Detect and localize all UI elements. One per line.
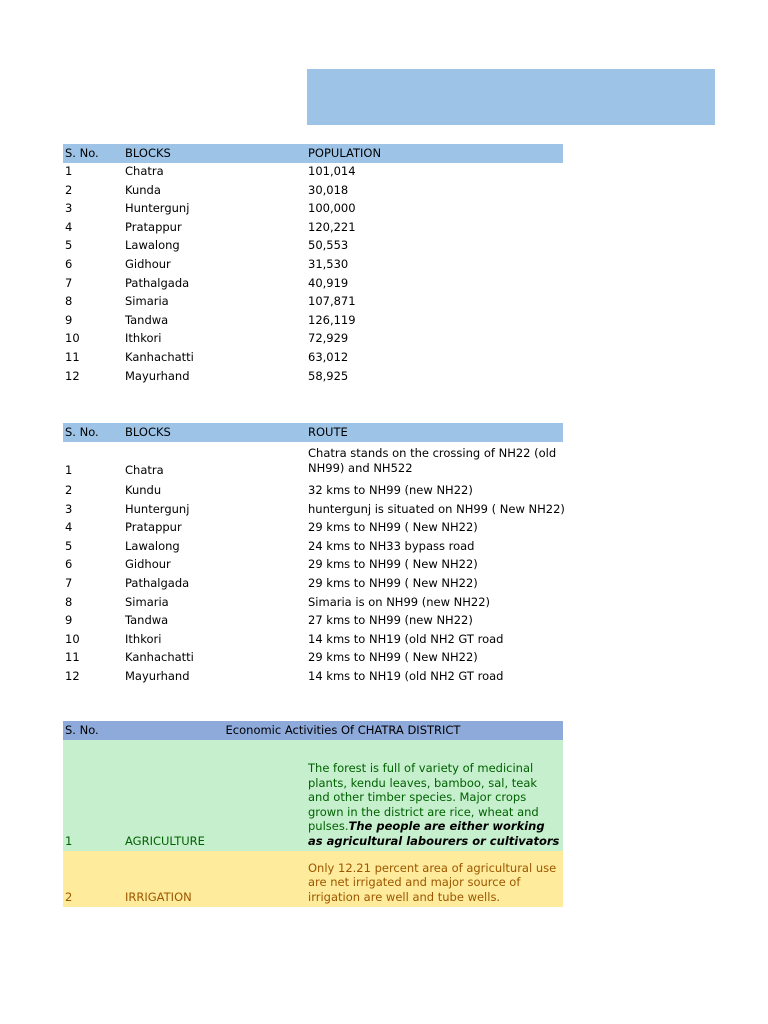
table-row (63, 181, 563, 200)
row-route: 29 kms to NH99 ( New NH22) (308, 557, 478, 572)
table-row (63, 574, 563, 593)
row-block: Chatra (125, 463, 164, 478)
sno-header: S. No. (65, 425, 99, 439)
row-block: Kanhachatti (125, 650, 194, 665)
row-block: Mayurhand (125, 368, 190, 383)
title-banner (307, 69, 715, 125)
row-population: 101,014 (308, 164, 356, 178)
table-row (63, 329, 563, 348)
row-block: Gidhour (125, 257, 171, 271)
row-block: Kunda (125, 182, 161, 197)
table-row (63, 255, 563, 274)
table-row (63, 218, 563, 237)
row-activity: IRRIGATION (125, 890, 192, 904)
row-sno: 3 (65, 201, 73, 216)
row-block: Kundu (125, 483, 162, 497)
row-sno: 2 (65, 182, 73, 197)
table-row (63, 481, 563, 500)
row-description (308, 761, 560, 848)
row-block: Lawalong (125, 538, 180, 553)
row-population: 58,925 (308, 368, 349, 383)
row-route: Chatra stands on the crossing of NH22 (old NH99) and NH522 (308, 446, 557, 475)
row-sno: 7 (65, 275, 73, 290)
row-sno: 3 (65, 501, 73, 516)
row-sno: 8 (65, 294, 73, 309)
table-row (63, 593, 563, 612)
row-sno: 9 (65, 613, 73, 628)
row-route: 29 kms to NH99 ( New NH22) (308, 520, 478, 535)
row-block: Kanhachatti (125, 350, 194, 364)
row-block: Huntergunj (125, 201, 190, 216)
row-description: Only 12.21 percent area of agricultural use are net irrigated and major source of irrigation are well and tube wells. (308, 860, 557, 904)
row-block: Huntergunj (125, 501, 190, 516)
description-text: The forest is full of variety of medicinal plants, kendu leaves, bamboo, sal, teak and other timber species. Major crops grown in the district are rice, wheat and pulses. (308, 761, 539, 833)
sno-header: S. No. (65, 723, 99, 737)
row-block: Lawalong (125, 238, 180, 253)
row-sno: 2 (65, 483, 73, 497)
row-sno: 11 (65, 350, 80, 364)
table-row (63, 611, 563, 630)
row-sno: 1 (65, 164, 73, 178)
table-row (63, 648, 563, 667)
economic-row-agriculture (63, 740, 563, 851)
row-route: 24 kms to NH33 bypass road (308, 538, 475, 553)
row-block: Tandwa (125, 613, 169, 628)
route-header: ROUTE (308, 425, 348, 439)
economic-table-header (63, 721, 563, 740)
row-route: 14 kms to NH19 (old NH2 GT road (308, 631, 504, 646)
row-route: 29 kms to NH99 ( New NH22) (308, 650, 478, 665)
route-table-header (63, 423, 563, 442)
row-block: Gidhour (125, 557, 171, 572)
row-sno: 6 (65, 557, 73, 572)
table-row (63, 555, 563, 574)
row-sno: 4 (65, 219, 73, 234)
row-block: Pratappur (125, 520, 182, 535)
row-population: 30,018 (308, 182, 349, 197)
table-row (63, 500, 563, 519)
sno-header: S. No. (65, 146, 99, 160)
row-sno: 1 (65, 834, 73, 848)
table-row (63, 236, 563, 255)
row-sno: 8 (65, 594, 73, 609)
row-route: huntergunj is situated on NH99 ( New NH22) (308, 501, 565, 516)
blocks-header: BLOCKS (125, 146, 171, 160)
row-sno: 5 (65, 238, 73, 253)
row-population: 72,929 (308, 331, 349, 346)
row-route: Simaria is on NH99 (new NH22) (308, 594, 491, 609)
row-sno: 6 (65, 257, 73, 271)
description-emphasis: The people are either working as agricultural labourers or cultivators (308, 819, 560, 848)
table-row (63, 630, 563, 649)
row-route: 32 kms to NH99 (new NH22) (308, 483, 473, 497)
table-row (63, 274, 563, 293)
table-row (63, 162, 563, 181)
row-sno: 10 (65, 631, 80, 646)
population-header: POPULATION (308, 146, 382, 160)
table-row (63, 311, 563, 330)
row-block: Simaria (125, 594, 169, 609)
table-row (63, 292, 563, 311)
row-route: 27 kms to NH99 (new NH22) (308, 613, 473, 628)
table-row (63, 444, 563, 480)
row-block: Tandwa (125, 312, 169, 327)
row-sno: 1 (65, 463, 73, 478)
row-block: Ithkori (125, 631, 162, 646)
row-activity: AGRICULTURE (125, 834, 205, 848)
row-block: Ithkori (125, 331, 162, 346)
row-sno: 10 (65, 331, 80, 346)
row-sno: 5 (65, 538, 73, 553)
row-population: 50,553 (308, 238, 349, 253)
row-population: 107,871 (308, 294, 356, 309)
table-row (63, 367, 563, 386)
table-row (63, 667, 563, 686)
table-row (63, 199, 563, 218)
row-route: 29 kms to NH99 ( New NH22) (308, 576, 478, 590)
row-block: Chatra (125, 164, 164, 178)
row-block: Pathalgada (125, 275, 190, 290)
population-table-header (63, 144, 563, 163)
economic-row-irrigation (63, 851, 563, 907)
row-block: Mayurhand (125, 669, 190, 683)
row-population: 100,000 (308, 201, 356, 216)
row-block: Simaria (125, 294, 169, 309)
row-sno: 12 (65, 669, 80, 683)
row-population: 63,012 (308, 350, 349, 364)
row-population: 120,221 (308, 219, 356, 234)
row-sno: 12 (65, 368, 80, 383)
row-block: Pratappur (125, 219, 182, 234)
row-route: 14 kms to NH19 (old NH2 GT road (308, 669, 504, 683)
row-sno: 11 (65, 650, 80, 665)
table-row (63, 518, 563, 537)
row-population: 31,530 (308, 257, 349, 271)
blocks-header: BLOCKS (125, 425, 171, 439)
row-population: 40,919 (308, 275, 349, 290)
economic-table-title: Economic Activities Of CHATRA DISTRICT (225, 723, 461, 737)
row-population: 126,119 (308, 312, 356, 327)
table-row (63, 537, 563, 556)
table-row (63, 348, 563, 367)
row-sno: 2 (65, 890, 73, 904)
row-sno: 7 (65, 576, 73, 590)
row-block: Pathalgada (125, 576, 190, 590)
row-sno: 9 (65, 312, 73, 327)
row-sno: 4 (65, 520, 73, 535)
